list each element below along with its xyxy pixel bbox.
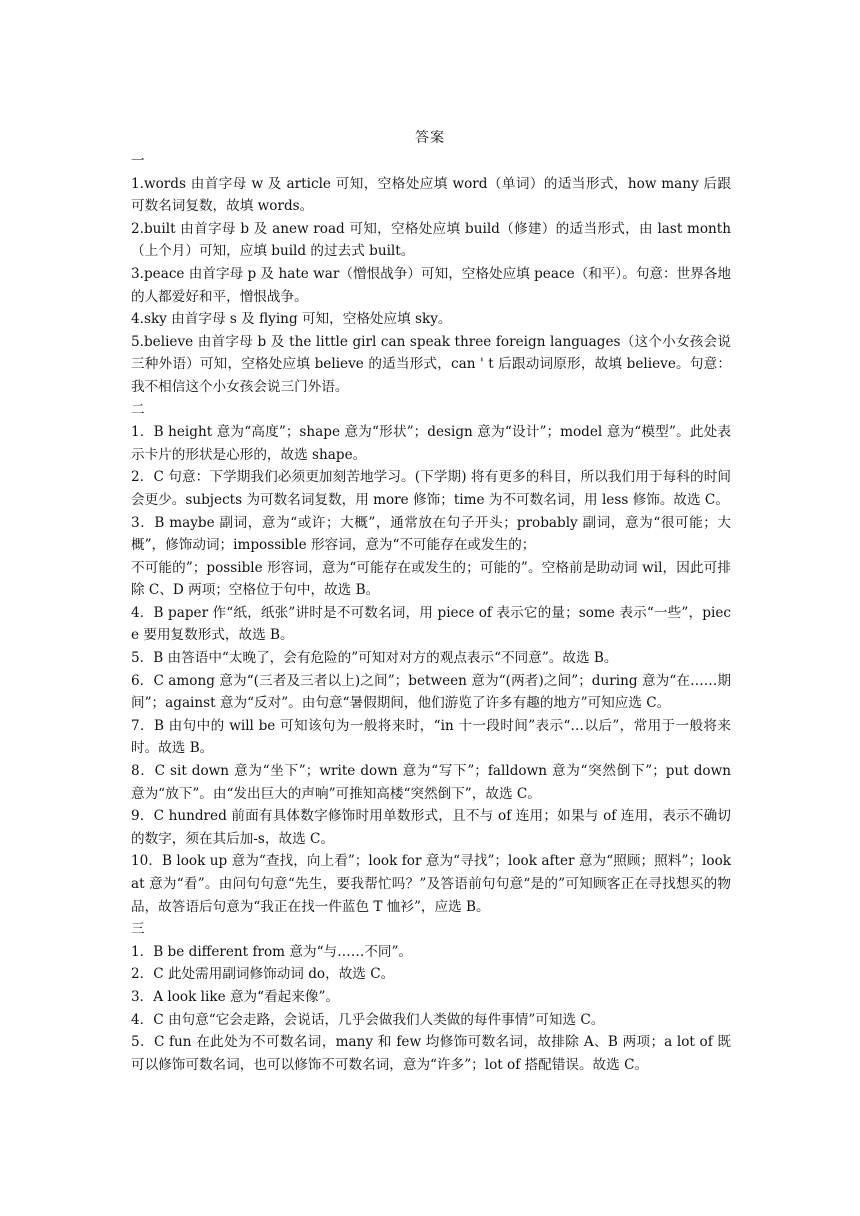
section-3 bbox=[131, 918, 731, 1076]
answer-item: 9．C hundred 前面有具体数字修饰时用单数形式，且不与 of 连用；如果与 of 连用，表示不确切的数字，须在其后加-s，故选 C。 bbox=[131, 808, 731, 847]
answer-item: 5.believe 由首字母 b 及 the little girl can speak three foreign languages（这个小女孩会说三种外语）可知，空格处应填 believe 的适当形式，can ' t 后跟动词原形，故填 believe。句意：我不相信这个小女孩会说三门外语。 bbox=[131, 333, 731, 395]
answer-item: 7．B 由句中的 will be 可知该句为一般将来时，“in 十一段时间”表示“…以后”，常用于一般将来时。故选 B。 bbox=[131, 717, 731, 757]
answer-item: 3.peace 由首字母 p 及 hate war（憎恨战争）可知，空格处应填 peace（和平）。句意：世界各地的人都爱好和平，憎恨战争。 bbox=[131, 265, 731, 305]
section-2 bbox=[131, 399, 731, 919]
answer-item: 5．C fun 在此处为不可数名词，many 和 few 均修饰可数名词，故排除 A、B 两项；a lot of 既可以修饰可数名词，也可以修饰不可数名词，意为“许多”；lot of 搭配错误。故选 C。 bbox=[131, 1034, 731, 1073]
answer-item: 4．C 由句意“它会走路，会说话，几乎会做我们人类做的每件事情”可知选 C。 bbox=[131, 1011, 605, 1028]
answer-item: 8．C sit down 意为“坐下”；write down 意为“写下”；falldown 意为“突然倒下”；put down 意为“放下”。由“发出巨大的声响”可推知高楼“突然倒下”，故选 C。 bbox=[131, 763, 731, 802]
answer-item: 1.words 由首字母 w 及 article 可知，空格处应填 word（单词）的适当形式，how many 后跟可数名词复数，故填 words。 bbox=[131, 175, 731, 215]
section-heading: 三 bbox=[131, 921, 145, 938]
answer-item: 2.built 由首字母 b 及 anew road 可知，空格处应填 build（修建）的适当形式，由 last month（上个月）可知，应填 build 的过去式 built。 bbox=[131, 220, 731, 260]
answer-item: 3．A look like 意为“看起来像”。 bbox=[131, 988, 340, 1005]
section-heading: 二 bbox=[131, 401, 145, 418]
answer-item: 5．B 由答语中“太晚了，会有危险的”可知对对方的观点表示“不同意”。故选 B。 bbox=[131, 650, 618, 667]
answer-item: 不可能的”；possible 形容词，意为“可能存在或发生的；可能的”。空格前是助动词 wil，因此可排除 C、D 两项；空格位于句中，故选 B。 bbox=[131, 559, 731, 599]
answer-item: 2．C 句意：下学期我们必须更加刻苦地学习。(下学期) 将有更多的科目，所以我们用于每科的时间会更少。subjects 为可数名词复数，用 more 修饰；time 为不可数名词，用 less 修饰。故选 C。 bbox=[131, 469, 731, 508]
section-1 bbox=[131, 150, 731, 399]
answer-item: 10．B look up 意为“查找，向上看”；look for 意为“寻找”；look after 意为“照顾；照料”；look at 意为“看”。由问句句意“先生，要我帮忙吗？”及答语前句句意“是的”可知顾客正在寻找想买的物品，故答语后句意为“我正在找一件蓝色 T 恤衫”，应选 B。 bbox=[131, 853, 731, 915]
answer-item: 4．B paper 作“纸，纸张”讲时是不可数名词，用 piece of 表示它的量；some 表示“一些”，piece 要用复数形式，故选 B。 bbox=[131, 604, 731, 644]
answer-item: 3．B maybe 副词，意为“或许；大概”，通常放在句子开头；probably 副词，意为“很可能；大概”，修饰动词；impossible 形容词，意为“不可能存在或发生的； bbox=[131, 514, 731, 554]
answer-item: 2．C 此处需用副词修饰动词 do，故选 C。 bbox=[131, 966, 395, 983]
answer-content bbox=[131, 150, 731, 1076]
page-title: 答案 bbox=[415, 130, 445, 146]
section-heading: 一 bbox=[131, 153, 145, 169]
answer-item: 6．C among 意为“(三者及三者以上)之间”；between 意为“(两者)之间”；during 意为“在……期间”；against 意为“反对”。由句意“暑假期间，他们游览了许多有趣的地方”可知应选 C。 bbox=[131, 672, 731, 712]
answer-item: 1．B be different from 意为“与……不同”。 bbox=[131, 943, 413, 960]
answer-item: 1．B height 意为“高度”；shape 意为“形状”；design 意为“设计”；model 意为“模型”。此处表示卡片的形状是心形的，故选 shape。 bbox=[131, 424, 731, 463]
answer-item: 4.sky 由首字母 s 及 flying 可知，空格处应填 sky。 bbox=[131, 311, 452, 328]
